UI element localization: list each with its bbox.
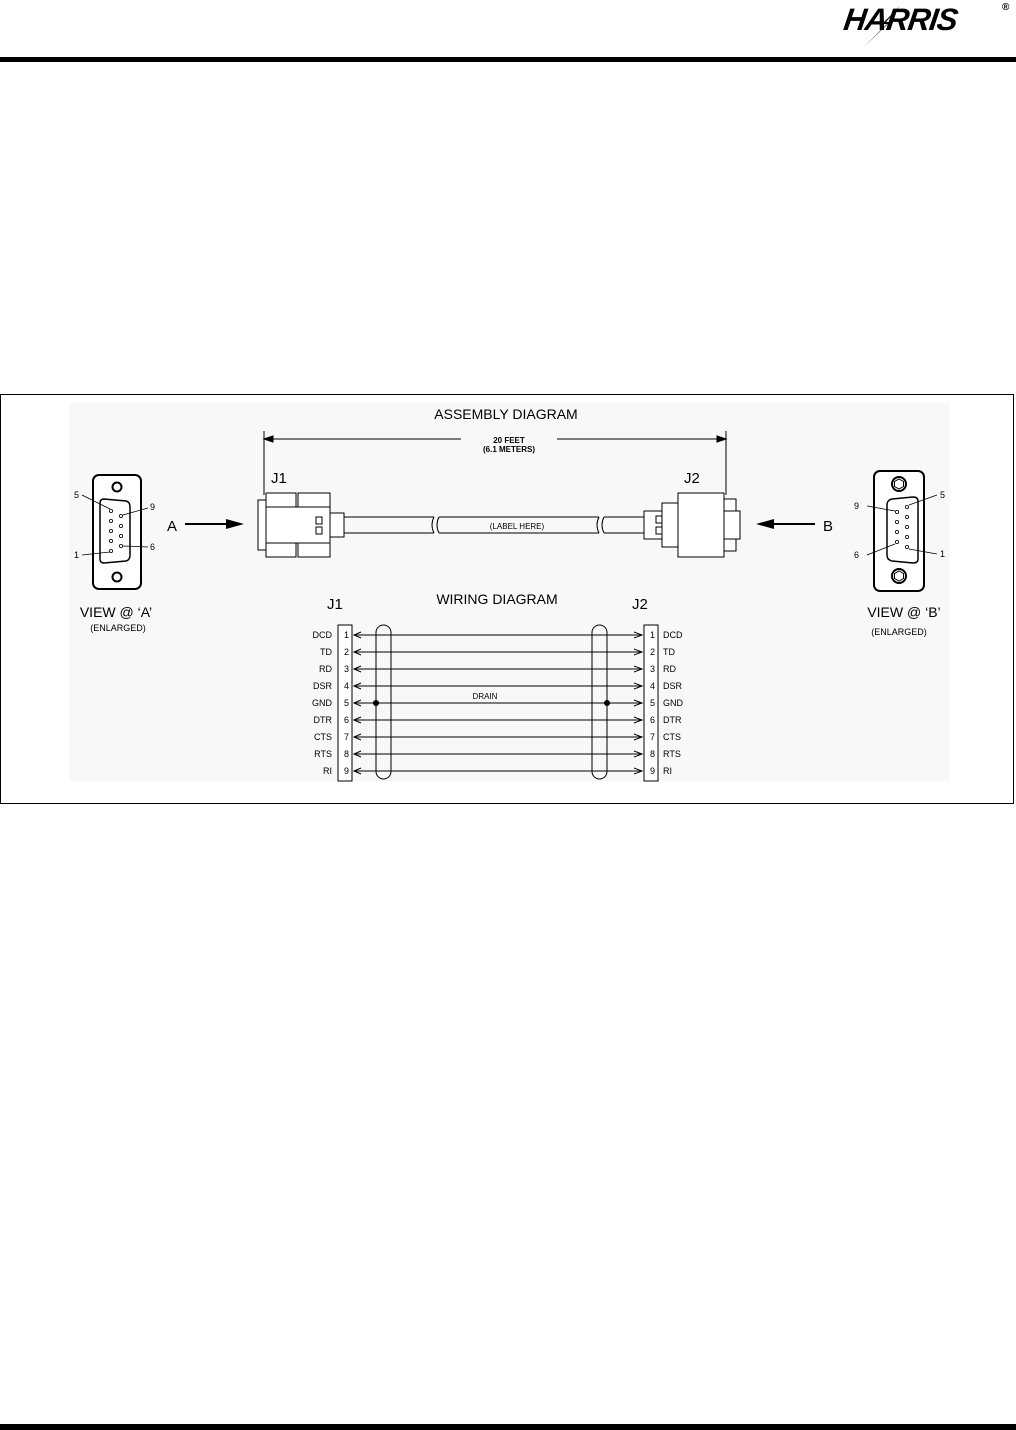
view-a-pin-1-label: 1 — [74, 550, 80, 560]
assembly-j1-label: J1 — [271, 470, 287, 487]
view-b-pin-1-label: 1 — [940, 549, 946, 559]
view-a-caption: VIEW @ ‘A’ — [79, 604, 153, 620]
j1-pin-5-number: 5 — [344, 698, 350, 708]
arrow-b-label: B — [823, 518, 834, 535]
j1-pin-8-number: 8 — [344, 749, 350, 759]
view-a-pin-6-label: 6 — [150, 542, 156, 552]
wiring-j2-label: J2 — [632, 596, 648, 613]
j1-pin-6-number: 6 — [344, 715, 350, 725]
length-label: 20 FEET — [493, 436, 525, 445]
j2-signal-5-label: GND — [663, 698, 683, 708]
j1-signal-1-label: DCD — [312, 630, 332, 640]
assembly-j2-label: J2 — [684, 470, 700, 487]
j2-signal-4-label: DSR — [663, 681, 683, 691]
j1-signal-9-label: RI — [323, 766, 332, 776]
j2-signal-1-label: DCD — [663, 630, 683, 640]
j2-signal-3-label: RD — [663, 664, 676, 674]
length-metric-label: (6.1 METERS) — [482, 445, 536, 454]
j1-pin-3-number: 3 — [344, 664, 350, 674]
cable-diagram — [1, 395, 1015, 805]
j1-drain-junction — [373, 700, 379, 706]
j1-signal-7-label: CTS — [314, 732, 332, 742]
wiring-j1-label: J1 — [327, 596, 343, 613]
j1-pin-1-number: 1 — [344, 630, 350, 640]
view-a-pin-5-label: 5 — [74, 490, 80, 500]
j1-signal-4-label: DSR — [312, 681, 332, 691]
view-a-pin-9-label: 9 — [150, 502, 156, 512]
cable-figure — [0, 394, 1014, 804]
footer-rule — [0, 1424, 1016, 1430]
j2-pin-7-number: 7 — [650, 732, 656, 742]
view-b-caption: VIEW @ ‘B’ — [867, 604, 941, 620]
j2-pin-3-number: 3 — [650, 664, 656, 674]
view-b-pin-9-label: 9 — [854, 501, 860, 511]
j2-pin-6-number: 6 — [650, 715, 656, 725]
j2-pin-9-number: 9 — [650, 766, 656, 776]
j1-signal-2-label: TD — [320, 647, 332, 657]
j1-pin-9-number: 9 — [344, 766, 350, 776]
view-b-enlarged: (ENLARGED) — [871, 627, 927, 637]
arrow-a-label: A — [167, 518, 178, 535]
logo-text: HARRIS — [841, 2, 960, 37]
j2-signal-9-label: RI — [663, 766, 672, 776]
j2-signal-2-label: TD — [663, 647, 675, 657]
j2-signal-7-label: CTS — [663, 732, 681, 742]
wiring-diagram-title: WIRING DIAGRAM — [436, 591, 558, 607]
j1-signal-8-label: RTS — [314, 749, 332, 759]
j1-signal-3-label: RD — [319, 664, 332, 674]
j1-signal-5-label: GND — [312, 698, 332, 708]
view-b-pin-5-label: 5 — [940, 490, 946, 500]
j1-pin-7-number: 7 — [344, 732, 350, 742]
assembly-diagram-title: ASSEMBLY DIAGRAM — [434, 406, 578, 422]
header-rule — [0, 57, 1016, 62]
j2-drain-junction — [604, 700, 610, 706]
view-a-enlarged: (ENLARGED) — [90, 623, 146, 633]
j1-pin-2-number: 2 — [344, 647, 350, 657]
j2-pin-2-number: 2 — [650, 647, 656, 657]
j2-pin-8-number: 8 — [650, 749, 656, 759]
view-b-pin-6-label: 6 — [854, 550, 860, 560]
cable-label-placeholder: (LABEL HERE) — [489, 522, 545, 531]
drain-label: DRAIN — [472, 692, 498, 701]
j2-pin-4-number: 4 — [650, 681, 656, 691]
j1-pin-4-number: 4 — [344, 681, 350, 691]
j2-signal-8-label: RTS — [663, 749, 681, 759]
j1-signal-6-label: DTR — [313, 715, 332, 725]
logo-registered-mark: ® — [1002, 2, 1010, 13]
j2-pin-1-number: 1 — [650, 630, 656, 640]
harris-logo — [830, 0, 1016, 52]
j2-signal-6-label: DTR — [663, 715, 682, 725]
j2-pin-5-number: 5 — [650, 698, 656, 708]
